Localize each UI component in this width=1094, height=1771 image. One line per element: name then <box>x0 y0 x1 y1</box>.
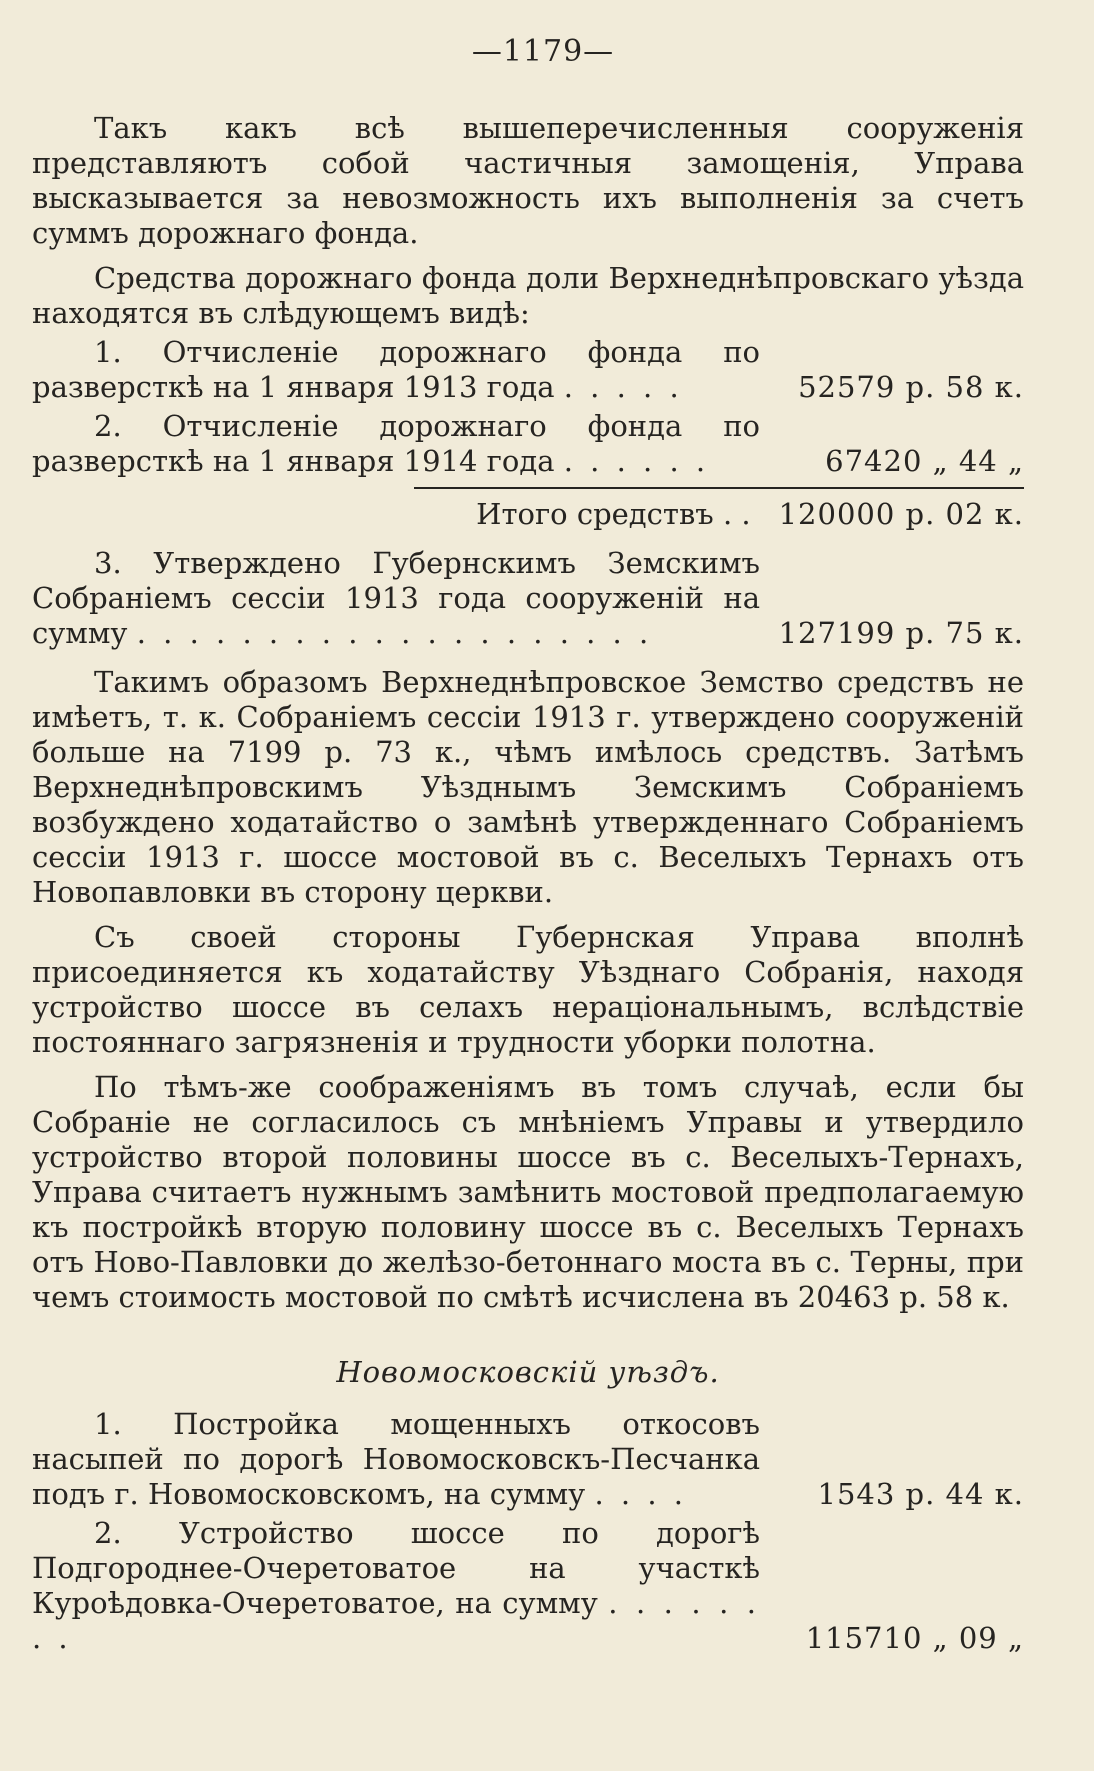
section-item-amount: 1543 р. 44 к. <box>817 1477 1024 1511</box>
total-rule-row <box>32 487 1024 489</box>
intro-paragraph: Такъ какъ всѣ вышеперечисленныя сооруженія представляютъ собой частичныя замощенія, Управа высказывается за невозможность ихъ выполненія за счетъ суммъ дорожнаго фонда. <box>32 111 1024 250</box>
approved-item <box>32 546 1024 651</box>
section-item-text: 1. Постройка мощенныхъ откосовъ насыпей по дорогѣ Новомосковскъ-Песчанка подъ г. Новомосковскомъ, на сумму . . . . <box>32 1407 760 1511</box>
total-row <box>32 497 1024 532</box>
fund-item-amount: 67420 „ 44 „ <box>825 444 1024 478</box>
section-heading: Новомосковскій уѣздъ. <box>336 1355 720 1389</box>
section-item <box>32 1407 1024 1512</box>
total-rule <box>414 487 1024 489</box>
section-item <box>32 1516 1024 1656</box>
total-amount: 120000 р. 02 к. <box>778 497 1024 531</box>
fund-item <box>32 409 1024 479</box>
approved-item-text: 3. Утверждено Губернскимъ Земскимъ Собраніемъ сессіи 1913 года сооруженій на сумму . . . . . . . . . . . . . . . . . . . . <box>32 546 760 650</box>
fund-item-text: 2. Отчисленіе дорожнаго фонда по разверсткѣ на 1 января 1914 года . . . . . . <box>32 409 760 478</box>
fund-item <box>32 335 1024 405</box>
body-paragraph: По тѣмъ-же соображеніямъ въ томъ случаѣ, если бы Собраніе не согласилось съ мнѣніемъ Управы и утвердило устройство второй половины шоссе въ с. Веселыхъ-Тернахъ, Управа считаетъ нужнымъ замѣнить мостовой предполагаемую къ постройкѣ вторую половину шоссе въ с. Веселыхъ Тернахъ отъ Ново-Павловки до желѣзо-бетоннаго моста въ с. Терны, при чемъ стоимость мостовой по смѣтѣ исчислена въ 20463 р. 58 к. <box>32 1070 1024 1314</box>
body-paragraph: Съ своей стороны Губернская Управа вполнѣ присоединяется къ ходатайству Уѣзднаго Собранія, находя устройство шоссе въ селахъ нераціональнымъ, вслѣдствіе постояннаго загрязненія и трудности уборки полотна. <box>32 920 1024 1059</box>
fund-item-text: 1. Отчисленіе дорожнаго фонда по разверсткѣ на 1 января 1913 года . . . . . <box>32 335 760 404</box>
page-number: —1179— <box>471 34 615 69</box>
approved-item-amount: 127199 р. 75 к. <box>778 616 1024 650</box>
fund-item-amount: 52579 р. 58 к. <box>798 370 1024 404</box>
section-item-amount: 115710 „ 09 „ <box>805 1621 1024 1655</box>
fund-intro-paragraph: Средства дорожнаго фонда доли Верхнеднѣпровскаго уѣзда находятся въ слѣдующемъ видѣ: <box>32 261 1024 330</box>
section-item-text: 2. Устройство шоссе по дорогѣ Подгороднее-Очеретоватое на участкѣ Куроѣдовка-Очеретоватое, на сумму . . . . . . . . <box>32 1516 760 1655</box>
body-paragraph: Такимъ образомъ Верхнеднѣпровское Земство средствъ не имѣетъ, т. к. Собраніемъ сессіи 1913 г. утверждено сооруженій больше на 7199 р. 73 к., чѣмъ имѣлось средствъ. Затѣмъ Верхнеднѣпровскимъ Уѣзднымъ Земскимъ Собраніемъ возбуждено ходатайство о замѣнѣ утвержденнаго Собраніемъ сессіи 1913 г. шоссе мостовой въ с. Веселыхъ Тернахъ отъ Новопавловки въ сторону церкви. <box>32 665 1024 909</box>
total-label: Итого средствъ . . <box>476 497 751 531</box>
